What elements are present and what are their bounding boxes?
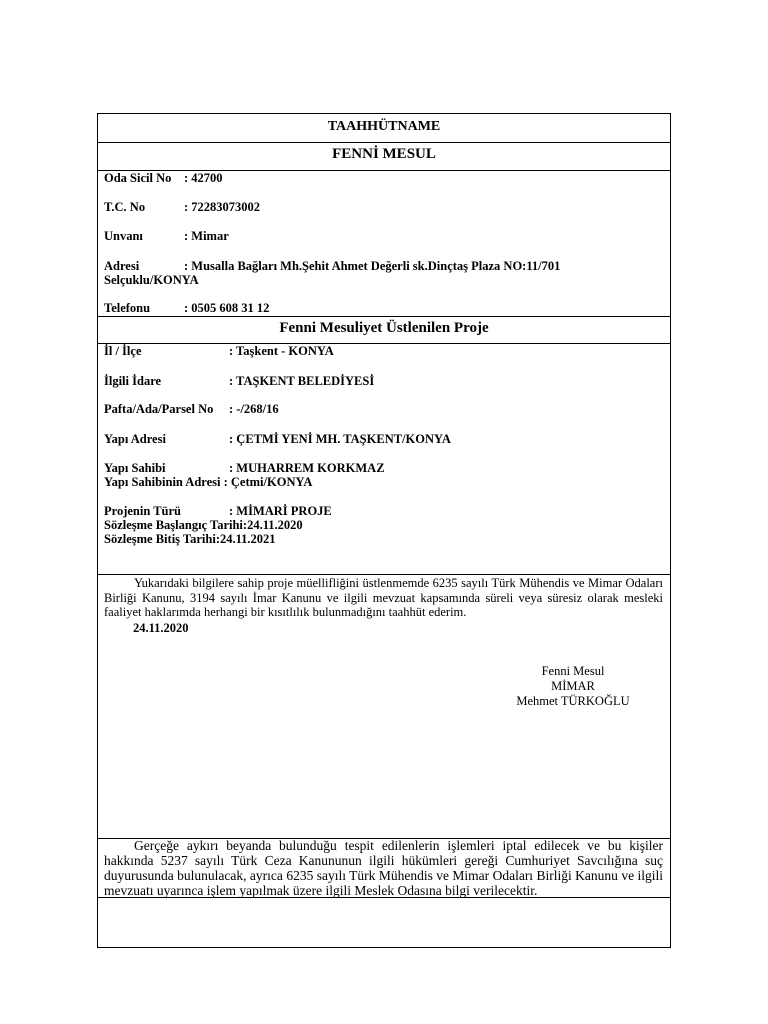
unvan-row — [104, 229, 229, 243]
tc-value: : 72283073002 — [184, 200, 261, 214]
baslangic-row: Sözleşme Başlangıç Tarihi:24.11.2020 — [104, 518, 303, 532]
project-section-title: Fenni Mesuliyet Üstlenilen Proje — [279, 320, 489, 336]
declaration-text: Yukarıdaki bilgilere sahip proje müellifliğini üstlenmemde 6235 sayılı Türk Mühendis ve Mimar Odaları Birliği Kanunu, 3194 sayılı İmar Kanunu ve ilgili mevzuat kapsamında süreli veya süresiz olarak mesleki faaliyet haklarımda herhangi bir kısıtlılık bulunmadığını taahhüt ederim. — [104, 576, 663, 619]
il-ilce-value: : Taşkent - KONYA — [229, 344, 334, 358]
document-subtitle: FENNİ MESUL — [332, 146, 436, 162]
divider — [98, 316, 670, 317]
declaration-date: 24.11.2020 — [133, 621, 189, 635]
pafta-label: Pafta/Ada/Parsel No — [104, 402, 214, 416]
idare-value: : TAŞKENT BELEDİYESİ — [229, 374, 375, 388]
proje-turu-label: Projenin Türü — [104, 504, 181, 518]
oda-sicil-value: : 42700 — [184, 171, 223, 185]
yapi-adresi-label: Yapı Adresi — [104, 432, 166, 446]
proje-turu-row — [104, 504, 332, 518]
proje-turu-value: : MİMARİ PROJE — [229, 504, 332, 518]
tc-label: T.C. No — [104, 200, 146, 214]
document-title: TAAHHÜTNAME — [327, 119, 441, 134]
telefon-row — [104, 301, 269, 315]
telefon-value: : 0505 608 31 12 — [184, 301, 270, 315]
yapi-sahibi-value: : MUHARREM KORKMAZ — [229, 461, 385, 475]
pafta-row — [104, 402, 279, 416]
signature-role: Fenni Mesul — [541, 664, 605, 678]
unvan-label: Unvanı — [104, 229, 143, 243]
divider — [98, 142, 670, 143]
form-frame — [97, 113, 671, 948]
signature-block — [503, 664, 643, 709]
adres-value: : Musalla Bağları Mh.Şehit Ahmet Değerli sk.Dinçtaş Plaza NO:11/701 — [184, 259, 561, 273]
adres-label: Adresi — [104, 259, 140, 273]
divider — [98, 574, 670, 575]
telefon-label: Telefonu — [104, 301, 151, 315]
signature-title: MİMAR — [551, 679, 595, 693]
yapi-adresi-row — [104, 432, 451, 446]
oda-sicil-row — [104, 171, 223, 185]
warning-text: Gerçeğe aykırı beyanda bulunduğu tespit edilenlerin işlemleri iptal edilecek ve bu kişiler hakkında 5237 sayılı Türk Ceza Kanununun ilgili hükümleri gereği Cumhuriyet Savcılığına suç duyurusunda bulunulacak, ayrıca 6235 sayılı Türk Mühendis ve Mimar Odaları Birliği Kanunu ve ilgili mevzuatı uyarınca işlem yapılmak üzere ilgili Meslek Odasına bilgi verilecektir. — [104, 838, 663, 898]
divider — [98, 897, 670, 898]
oda-sicil-label: Oda Sicil No — [104, 171, 172, 185]
idare-row — [104, 374, 374, 388]
sahip-adres-row: Yapı Sahibinin Adresi : Çetmi/KONYA — [104, 475, 313, 489]
unvan-value: : Mimar — [184, 229, 229, 243]
il-ilce-row — [104, 344, 334, 358]
bitis-row: Sözleşme Bitiş Tarihi:24.11.2021 — [104, 532, 276, 546]
yapi-sahibi-row — [104, 461, 385, 475]
pafta-value: : -/268/16 — [229, 402, 279, 416]
adres-row — [104, 259, 560, 273]
adres-line2: Selçuklu/KONYA — [104, 273, 199, 287]
yapi-adresi-value: : ÇETMİ YENİ MH. TAŞKENT/KONYA — [229, 432, 451, 446]
yapi-sahibi-label: Yapı Sahibi — [104, 461, 166, 475]
signature-name: Mehmet TÜRKOĞLU — [516, 694, 630, 708]
idare-label: İlgili İdare — [104, 374, 162, 388]
tc-row — [104, 200, 260, 214]
il-ilce-label: İl / İlçe — [104, 344, 142, 358]
